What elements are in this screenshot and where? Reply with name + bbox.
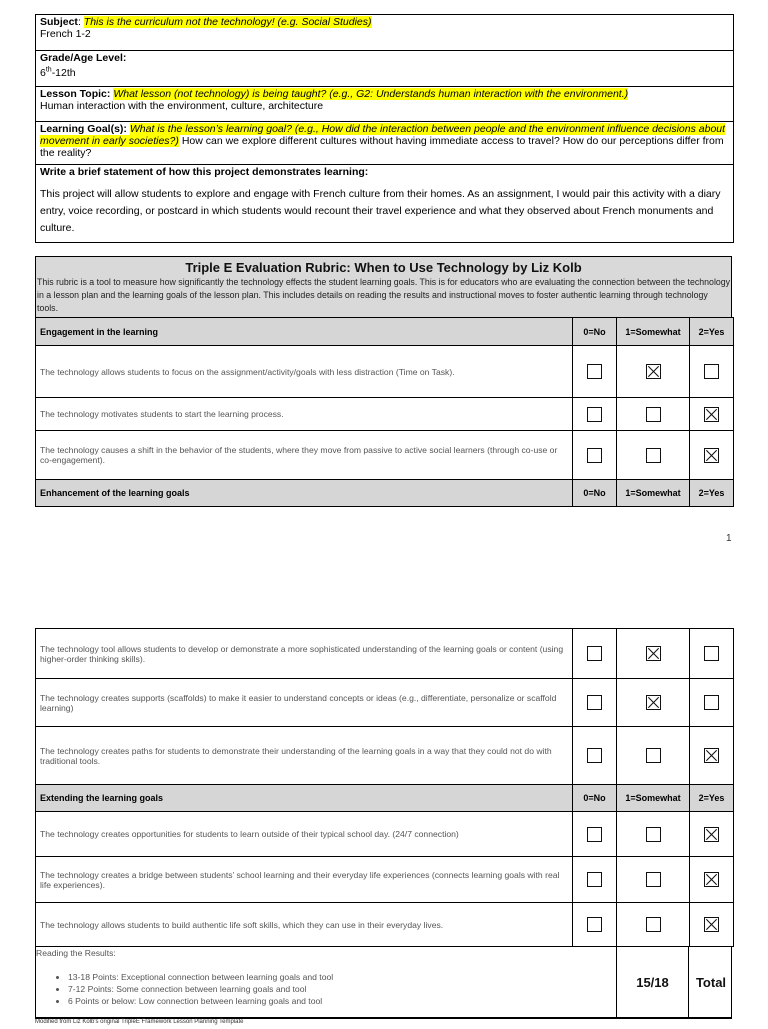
checkbox-yes[interactable] bbox=[704, 917, 719, 932]
criterion-text: The technology creates paths for students to demonstrate their understanding of the learning goals in a way that they could not do with traditional tools. bbox=[36, 727, 573, 785]
rubric-header bbox=[35, 256, 732, 317]
results-list bbox=[52, 971, 616, 1007]
check-x-icon bbox=[705, 873, 718, 886]
check-x-icon bbox=[647, 647, 660, 660]
col-somewhat-header: 1=Somewhat bbox=[617, 318, 690, 346]
checkbox-somewhat[interactable] bbox=[646, 407, 661, 422]
checkbox-no[interactable] bbox=[587, 748, 602, 763]
grade-label: Grade/Age Level: bbox=[40, 52, 127, 64]
col-yes-header: 2=Yes bbox=[690, 480, 734, 507]
lesson-info-table bbox=[35, 14, 734, 243]
statement-label: Write a brief statement of how this project demonstrates learning: bbox=[40, 166, 369, 178]
subject-value: French 1-2 bbox=[40, 28, 91, 40]
rubric-row bbox=[36, 727, 734, 785]
goal-row bbox=[36, 122, 733, 165]
check-x-icon bbox=[647, 365, 660, 378]
results-label: Reading the Results: bbox=[36, 948, 116, 958]
results-item: • 7-12 Points: Some connection between learning goals and tool bbox=[68, 983, 616, 995]
check-x-icon bbox=[705, 449, 718, 462]
checkbox-somewhat[interactable] bbox=[646, 695, 661, 710]
topic-row bbox=[36, 87, 733, 122]
checkbox-somewhat[interactable] bbox=[646, 917, 661, 932]
col-yes-header: 2=Yes bbox=[690, 318, 734, 346]
check-x-icon bbox=[705, 918, 718, 931]
checkbox-no[interactable] bbox=[587, 448, 602, 463]
criterion-text: The technology creates opportunities for students to learn outside of their typical school day. (24/7 connection) bbox=[36, 812, 573, 857]
rubric-table-page-2 bbox=[35, 628, 734, 947]
criterion-text: The technology tool allows students to develop or demonstrate a more sophisticated understanding of the learning goals or content (using higher-order thinking skills). bbox=[36, 629, 573, 679]
subject-prompt: This is the curriculum not the technology! (e.g. Social Studies) bbox=[83, 16, 372, 28]
footer-note: Modified from Liz Kolb's original TripleE Framework Lesson Planning Template bbox=[35, 1018, 732, 1029]
goal-prompt: What is the lesson’s learning goal? (e.g., How did the interaction between people and the environment influence decisions about movement in early societies?) bbox=[40, 123, 726, 147]
rubric-row bbox=[36, 398, 734, 431]
criterion-text: The technology creates a bridge between students’ school learning and their everyday life experiences (connects learning goals with real life experiences). bbox=[36, 857, 573, 903]
rubric-row bbox=[36, 346, 734, 398]
checkbox-no[interactable] bbox=[587, 827, 602, 842]
enhancement-header-row bbox=[36, 480, 734, 507]
grade-value: 6th-12th bbox=[40, 66, 76, 79]
score-value: 15/18 bbox=[636, 974, 669, 990]
checkbox-yes[interactable] bbox=[704, 872, 719, 887]
col-somewhat-header: 1=Somewhat bbox=[617, 480, 690, 507]
criterion-text: The technology allows students to build authentic life soft skills, which they can use in their everyday lives. bbox=[36, 903, 573, 947]
checkbox-no[interactable] bbox=[587, 646, 602, 661]
checkbox-no[interactable] bbox=[587, 407, 602, 422]
check-x-icon bbox=[705, 828, 718, 841]
checkbox-no[interactable] bbox=[587, 364, 602, 379]
results-item: • 6 Points or below: Low connection between learning goals and tool bbox=[68, 995, 616, 1007]
page-number: 1 bbox=[726, 533, 732, 544]
check-x-icon bbox=[705, 408, 718, 421]
checkbox-yes[interactable] bbox=[704, 407, 719, 422]
rubric-row bbox=[36, 812, 734, 857]
col-no-header: 0=No bbox=[573, 480, 617, 507]
checkbox-yes[interactable] bbox=[704, 748, 719, 763]
checkbox-no[interactable] bbox=[587, 695, 602, 710]
enhancement-header: Enhancement of the learning goals bbox=[36, 480, 573, 507]
criterion-text: The technology causes a shift in the behavior of the students, where they move from passive to active social learners (through co-use or co-engagement). bbox=[36, 431, 573, 480]
checkbox-somewhat[interactable] bbox=[646, 872, 661, 887]
extending-header: Extending the learning goals bbox=[36, 785, 573, 812]
total-label: Total bbox=[695, 974, 727, 990]
criterion-text: The technology creates supports (scaffolds) to make it easier to understand concepts or ideas (e.g., differentiate, personalize or scaffold learning) bbox=[36, 679, 573, 727]
col-somewhat-header: 1=Somewhat bbox=[617, 785, 690, 812]
engagement-header-row bbox=[36, 318, 734, 346]
checkbox-yes[interactable] bbox=[704, 364, 719, 379]
rubric-row bbox=[36, 903, 734, 947]
check-x-icon bbox=[647, 696, 660, 709]
rubric-row bbox=[36, 629, 734, 679]
statement-value: This project will allow students to explore and engage with French culture from their homes. As an assignment, I would pair this activity with a diary entry, voice recording, or postcard in which students would recount their travel experience and what they observed about French monuments and culture. bbox=[40, 188, 721, 234]
checkbox-somewhat[interactable] bbox=[646, 827, 661, 842]
rubric-table-page-1 bbox=[35, 317, 734, 507]
checkbox-somewhat[interactable] bbox=[646, 748, 661, 763]
results-item: • 13-18 Points: Exceptional connection between learning goals and tool bbox=[68, 971, 616, 983]
col-no-header: 0=No bbox=[573, 318, 617, 346]
checkbox-yes[interactable] bbox=[704, 448, 719, 463]
col-no-header: 0=No bbox=[573, 785, 617, 812]
criterion-text: The technology motivates students to start the learning process. bbox=[36, 398, 573, 431]
grade-row bbox=[36, 51, 733, 87]
extending-header-row bbox=[36, 785, 734, 812]
goal-label: Learning Goal(s): bbox=[40, 123, 127, 135]
checkbox-yes[interactable] bbox=[704, 827, 719, 842]
topic-prompt: What lesson (not technology) is being taught? (e.g., G2: Understands human interaction with the environment.) bbox=[113, 88, 629, 100]
subject-row: Subject: This is the curriculum not the technology! (e.g. Social Studies) French 1-2 bbox=[36, 15, 733, 51]
checkbox-no[interactable] bbox=[587, 872, 602, 887]
statement-row bbox=[36, 165, 733, 242]
topic-value: Human interaction with the environment, culture, architecture bbox=[40, 100, 324, 112]
rubric-row bbox=[36, 857, 734, 903]
rubric-row bbox=[36, 679, 734, 727]
rubric-description: This rubric is a tool to measure how significantly the technology effects the student learning goals. This is for educators who are evaluating the connection between the technology in a lesson plan and the learning goals of the lesson plan. This includes details on reading the results and instructional moves to foster authentic learning through technology tools. bbox=[37, 277, 731, 313]
reading-results-section bbox=[35, 946, 732, 1018]
checkbox-somewhat[interactable] bbox=[646, 364, 661, 379]
rubric-row bbox=[36, 431, 734, 480]
check-x-icon bbox=[705, 749, 718, 762]
engagement-header: Engagement in the learning bbox=[36, 318, 573, 346]
checkbox-somewhat[interactable] bbox=[646, 448, 661, 463]
col-yes-header: 2=Yes bbox=[690, 785, 734, 812]
rubric-title: Triple E Evaluation Rubric: When to Use Technology by Liz Kolb bbox=[185, 260, 582, 275]
checkbox-somewhat[interactable] bbox=[646, 646, 661, 661]
goal-value: How can we explore different cultures without having immediate access to travel? How do our perceptions differ from the reality? bbox=[40, 135, 724, 159]
checkbox-yes[interactable] bbox=[704, 646, 719, 661]
topic-label: Lesson Topic: bbox=[40, 88, 111, 100]
checkbox-yes[interactable] bbox=[704, 695, 719, 710]
subject-label: Subject bbox=[40, 16, 78, 28]
criterion-text: The technology allows students to focus on the assignment/activity/goals with less distraction (Time on Task). bbox=[36, 346, 573, 398]
checkbox-no[interactable] bbox=[587, 917, 602, 932]
